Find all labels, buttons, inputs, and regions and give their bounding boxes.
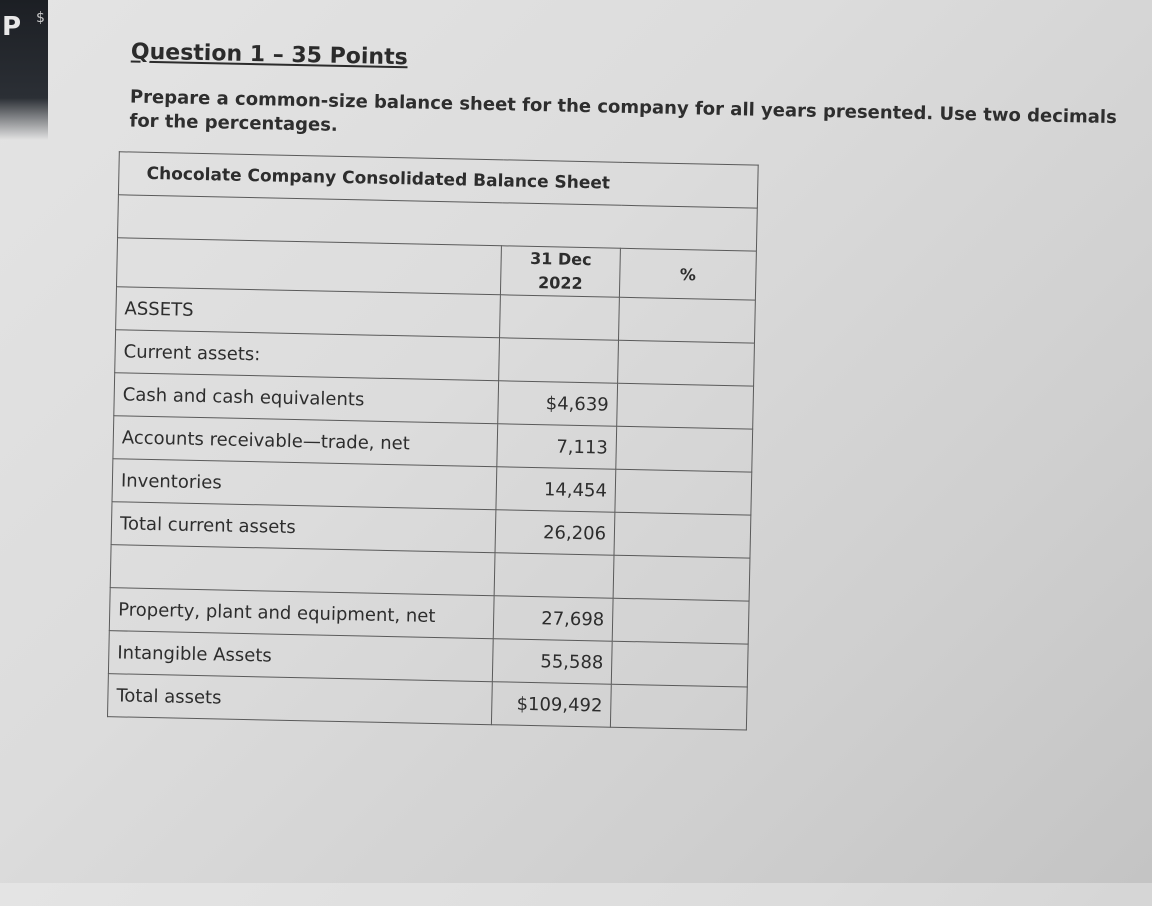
- table-title: Chocolate Company Consolidated Balance Sheet: [146, 163, 611, 194]
- row-value: $4,639: [498, 381, 618, 426]
- header-date-line2: 2022: [537, 273, 583, 294]
- row-value: [494, 553, 614, 598]
- row-value: [500, 295, 620, 340]
- row-percent: [619, 297, 756, 343]
- header-date-line1: 31 Dec: [529, 248, 592, 270]
- row-value: 14,454: [496, 467, 616, 512]
- row-percent: [614, 512, 751, 558]
- edge-glyph: P: [2, 12, 22, 42]
- header-percent-cell: %: [620, 248, 757, 300]
- row-label: Total current assets: [111, 502, 496, 553]
- row-label: Total assets: [108, 674, 493, 725]
- row-value: 55,588: [493, 639, 613, 684]
- row-percent: [613, 555, 750, 601]
- row-value: $109,492: [492, 682, 612, 727]
- question-instructions: Prepare a common-size balance sheet for the company for all years presented. Use two decimals for the percentages.: [129, 86, 1118, 136]
- row-label: Cash and cash equivalents: [114, 373, 499, 424]
- paper-sheet: [42, 0, 1152, 906]
- row-value: 7,113: [497, 424, 617, 469]
- row-percent: [617, 383, 754, 429]
- question-title: Question 1 – 35 Points: [130, 39, 408, 71]
- row-value: [499, 338, 619, 383]
- row-label: Intangible Assets: [108, 631, 493, 682]
- edge-glyph-small: $: [36, 10, 45, 26]
- row-label: Property, plant and equipment, net: [109, 588, 494, 639]
- row-percent: [612, 598, 749, 644]
- device-edge: [0, 0, 48, 140]
- header-label-cell: [117, 238, 502, 295]
- row-percent: [615, 469, 752, 515]
- row-percent: [611, 684, 748, 730]
- row-value: 26,206: [495, 510, 615, 555]
- row-label: Inventories: [112, 459, 497, 510]
- balance-sheet-table: [107, 151, 759, 730]
- row-label: ASSETS: [116, 287, 501, 338]
- row-percent: [616, 426, 753, 472]
- row-percent: [611, 641, 748, 687]
- row-label: Accounts receivable—trade, net: [113, 416, 498, 467]
- row-percent: [618, 340, 755, 386]
- row-value: 27,698: [493, 596, 613, 641]
- row-label: Current assets:: [115, 330, 500, 381]
- header-date-cell: [501, 246, 621, 297]
